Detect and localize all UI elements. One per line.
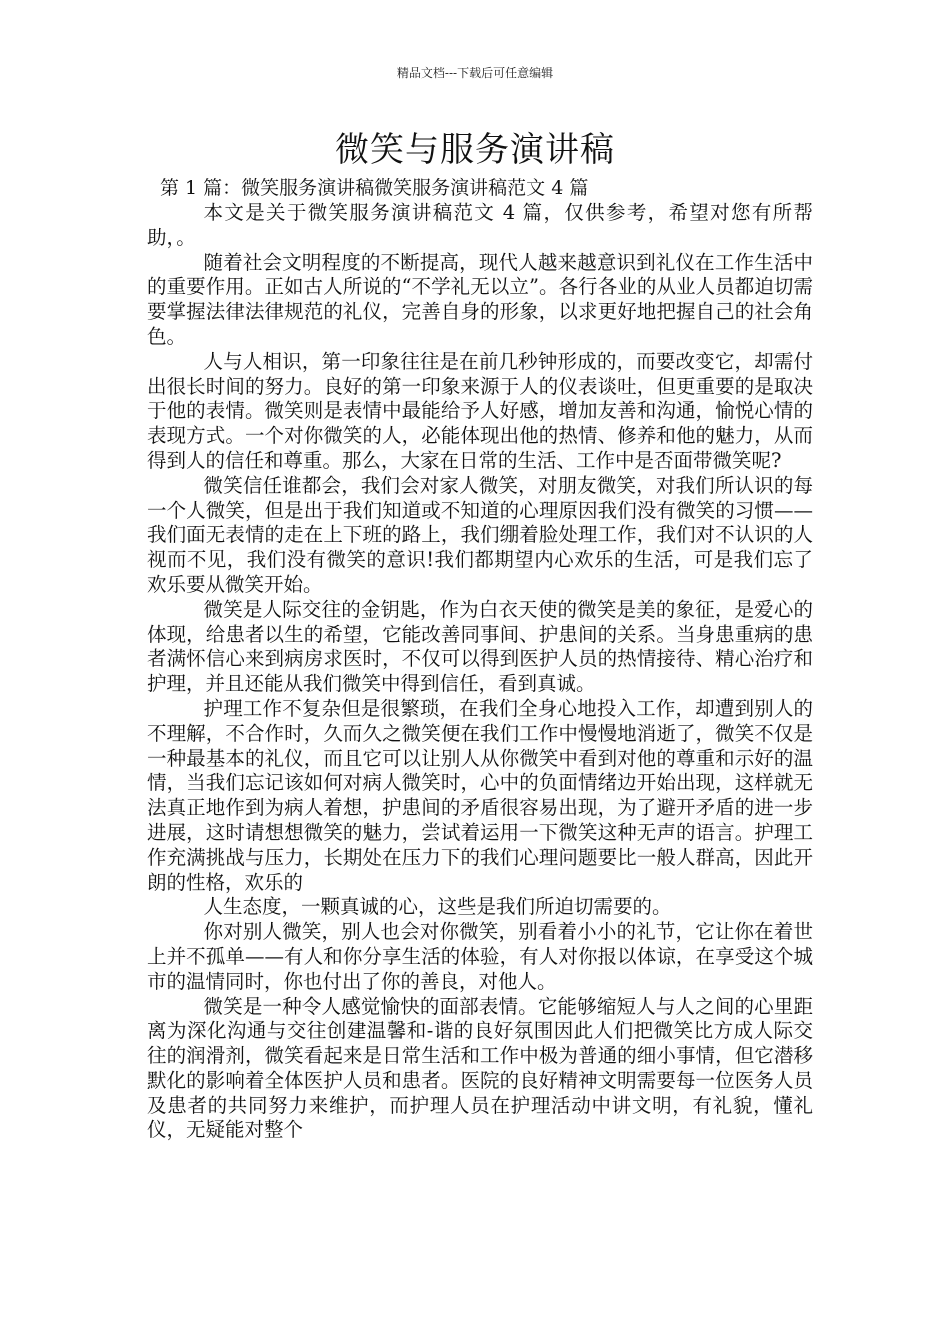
paragraph: 你对别人微笑，别人也会对你微笑，别看着小小的礼节，它让你在着世上并不孤单——有人和你分享生活的体验，有人对你报以体谅，在享受这个城市的温情同时，你也付出了你的善良，对他人。 [147,920,813,993]
document-subtitle: 第 1 篇：微笑服务演讲稿微笑服务演讲稿范文 4 篇 [160,177,589,199]
paragraph: 护理工作不复杂但是很繁琐，在我们全身心地投入工作，却遭到别人的不理解，不合作时，久而久之微笑便在我们工作中慢慢地消逝了，微笑不仅是一种最基本的礼仪，而且它可以让别人从你微笑中看到对他的尊重和示好的温情，当我们忘记该如何对病人微笑时，心中的负面情绪边开始出现，这样就无法真正地作到为病人着想，护患间的矛盾很容易出现，为了避开矛盾的进一步进展，这时请想想微笑的魅力，尝试着运用一下微笑这种无声的语言。护理工作充满挑战与压力，长期处在压力下的我们心理问题要比一般人群高，因此开朗的性格，欢乐的 [147,696,813,894]
paragraph: 人与人相识，第一印象往往是在前几秒钟形成的，而要改变它，却需付出很长时间的努力。良好的第一印象来源于人的仪表谈吐，但更重要的是取决于他的表情。微笑则是表情中最能给予人好感，增加友善和沟通，愉悦心情的表现方式。一个对你微笑的人，必能体现出他的热情、修养和他的魅力，从而得到人的信任和尊重。那么，大家在日常的生活、工作中是否面带微笑呢? [147,349,813,472]
paragraph: 本文是关于微笑服务演讲稿范文 4 篇，仅供参考，希望对您有所帮助，。 [147,201,813,249]
paragraph: 人生态度，一颗真诚的心，这些是我们所迫切需要的。 [203,895,672,919]
document-title: 微笑与服务演讲稿 [335,130,615,170]
paragraph: 微笑信任谁都会，我们会对家人微笑，对朋友微笑，对我们所认识的每一个人微笑，但是出于我们知道或不知道的心理原因我们没有微笑的习惯——我们面无表情的走在上下班的路上，我们绷着脸处理工作，我们对不认识的人视而不见，我们没有微笑的意识!我们都期望内心欢乐的生活，可是我们忘了欢乐要从微笑开始。 [147,473,813,596]
document-body [147,201,813,1143]
paragraph: 随着社会文明程度的不断提高，现代人越来越意识到礼仪在工作生活中的重要作用。正如古人所说的“不学礼无以立”。各行各业的从业人员都迫切需要掌握法律法律规范的礼仪，完善自身的形象，以求更好地把握自己的社会角色。 [147,250,813,348]
paragraph: 微笑是一种令人感觉愉快的面部表情。它能够缩短人与人之间的心里距离为深化沟通与交往创建温馨和-谐的良好氛围因此人们把微笑比方成人际交往的润滑剂，微笑看起来是日常生活和工作中极为普通的细小事情，但它潜移默化的影响着全体医护人员和患者。医院的良好精神文明需要每一位医务人员及患者的共同努力来维护，而护理人员在护理活动中讲文明，有礼貌，懂礼仪，无疑能对整个 [147,994,813,1142]
page-header: 精品文档---下载后可任意编辑 [396,66,554,80]
paragraph: 微笑是人际交往的金钥匙，作为白衣天使的微笑是美的象征，是爱心的体现，给患者以生的希望，它能改善同事间、护患间的关系。当身患重病的患者满怀信心来到病房求医时，不仅可以得到医护人员的热情接待、精心治疗和护理，并且还能从我们微笑中得到信任，看到真诚。 [147,597,813,696]
